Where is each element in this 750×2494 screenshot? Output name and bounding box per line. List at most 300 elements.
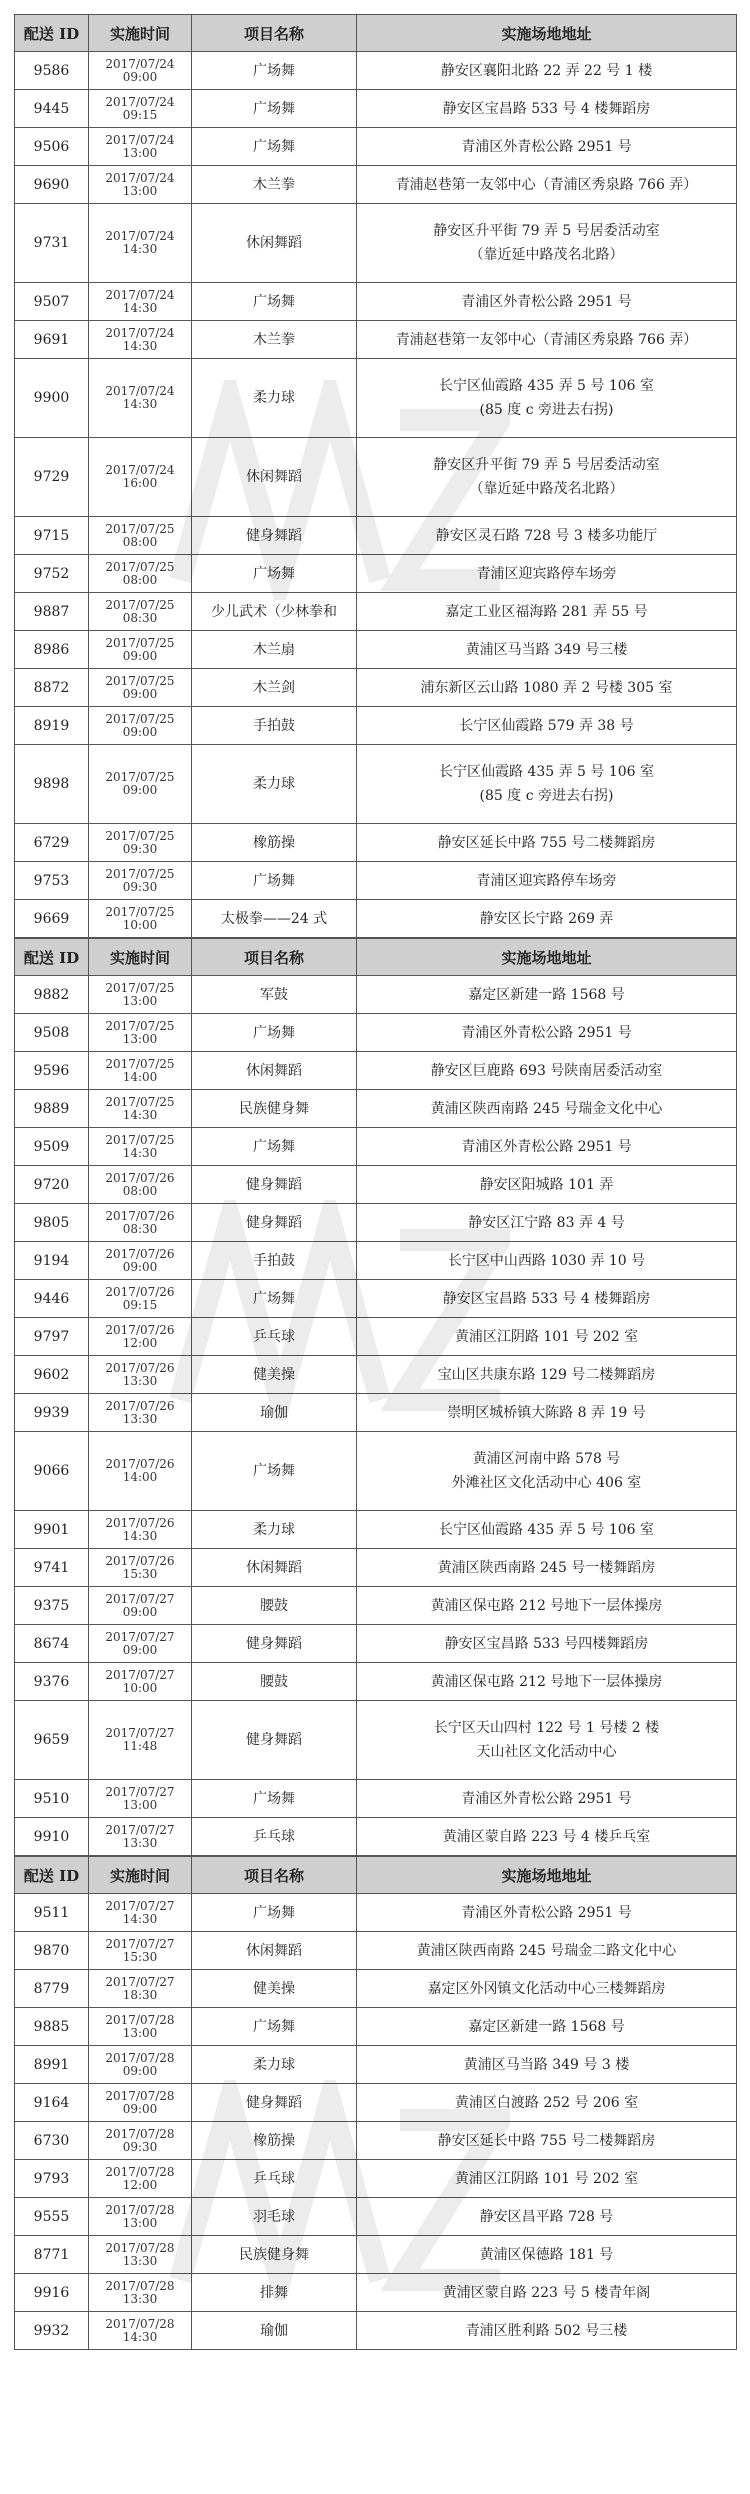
delivery-id: 9752	[15, 555, 89, 593]
project-name: 健身舞蹈	[192, 2084, 357, 2122]
address-line: 嘉定区新建一路 1568 号	[468, 986, 625, 1003]
schedule-time: 2017/07/24 13:00	[89, 166, 192, 204]
venue-address	[357, 2084, 737, 2122]
table-row	[15, 321, 737, 359]
address-line: 黄浦区保德路 181 号	[479, 2246, 614, 2263]
address-line: 黄浦区陕西南路 245 号一楼舞蹈房	[437, 1559, 656, 1576]
project-name: 橡筋操	[192, 824, 357, 862]
schedule-time: 2017/07/25 09:00	[89, 707, 192, 745]
address-line: 青浦区迎宾路停车场旁	[476, 565, 617, 582]
address-line: 静安区宝昌路 533 号 4 楼舞蹈房	[442, 100, 651, 117]
schedule-time: 2017/07/25 08:30	[89, 593, 192, 631]
address-line: 天山社区文化活动中心	[476, 1744, 617, 1760]
table-row	[15, 128, 737, 166]
address-line: 静安区宝昌路 533 号四楼舞蹈房	[444, 1635, 649, 1652]
address-line: 黄浦区陕西南路 245 号瑞金文化中心	[430, 1100, 663, 1117]
delivery-id: 6729	[15, 824, 89, 862]
delivery-id: 9715	[15, 517, 89, 555]
delivery-id: 8674	[15, 1625, 89, 1663]
schedule-table	[14, 938, 737, 1856]
schedule-time: 2017/07/28 09:00	[89, 2046, 192, 2084]
project-name: 健身舞蹈	[192, 1204, 357, 1242]
schedule-time: 2017/07/26 14:00	[89, 1432, 192, 1511]
table-row	[15, 555, 737, 593]
delivery-id: 9507	[15, 283, 89, 321]
table-row	[15, 90, 737, 128]
schedule-time: 2017/07/26 12:00	[89, 1318, 192, 1356]
table-row	[15, 359, 737, 438]
project-name: 乒乓球	[192, 1818, 357, 1856]
delivery-id: 9885	[15, 2008, 89, 2046]
venue-address	[357, 593, 737, 631]
table-row	[15, 1204, 737, 1242]
delivery-id: 9555	[15, 2198, 89, 2236]
schedule-time: 2017/07/28 13:00	[89, 2008, 192, 2046]
venue-address	[357, 631, 737, 669]
venue-address	[357, 2008, 737, 2046]
address-line: 青浦赵巷第一友邻中心（青浦区秀泉路 766 弄）	[395, 331, 698, 348]
address-line: 静安区阳城路 101 弄	[479, 1176, 614, 1193]
project-name: 广场舞	[192, 862, 357, 900]
address-line: 静安区升平街 79 弄 5 号居委活动室	[433, 223, 660, 239]
table-row	[15, 2274, 737, 2312]
address-line: 青浦区外青松公路 2951 号	[461, 1138, 632, 1155]
address-line: 青浦区外青松公路 2951 号	[461, 293, 632, 310]
column-header: 实施时间	[89, 15, 192, 52]
table-row	[15, 1090, 737, 1128]
delivery-id: 9898	[15, 745, 89, 824]
delivery-id: 9720	[15, 1166, 89, 1204]
delivery-id: 9910	[15, 1818, 89, 1856]
address-line: 长宁区天山四村 122 号 1 号楼 2 楼	[433, 1720, 660, 1736]
address-line: (85 度 c 旁进去右拐)	[479, 402, 614, 418]
delivery-id: 9797	[15, 1318, 89, 1356]
venue-address	[357, 1432, 737, 1511]
venue-address	[357, 745, 737, 824]
schedule-time: 2017/07/24 16:00	[89, 438, 192, 517]
project-name: 柔力球	[192, 745, 357, 824]
table-row	[15, 593, 737, 631]
project-name: 柔力球	[192, 1511, 357, 1549]
table-row	[15, 2008, 737, 2046]
schedule-time: 2017/07/24 09:00	[89, 52, 192, 90]
schedule-time: 2017/07/24 14:30	[89, 321, 192, 359]
project-name: 橡筋操	[192, 2122, 357, 2160]
delivery-id: 9731	[15, 204, 89, 283]
venue-address	[357, 321, 737, 359]
schedule-time: 2017/07/28 13:30	[89, 2236, 192, 2274]
delivery-id: 9870	[15, 1932, 89, 1970]
venue-address	[357, 128, 737, 166]
address-line: 青浦区外青松公路 2951 号	[461, 138, 632, 155]
schedule-time: 2017/07/28 13:30	[89, 2274, 192, 2312]
column-header: 项目名称	[192, 939, 357, 976]
schedule-time: 2017/07/26 08:30	[89, 1204, 192, 1242]
address-line: 嘉定工业区福海路 281 弄 55 号	[445, 603, 648, 620]
schedule-time: 2017/07/28 09:30	[89, 2122, 192, 2160]
address-line: 黄浦区河南中路 578 号	[472, 1451, 621, 1467]
table-row	[15, 1432, 737, 1511]
project-name: 瑜伽	[192, 2312, 357, 2350]
delivery-id: 9164	[15, 2084, 89, 2122]
venue-address	[357, 2236, 737, 2274]
column-header: 实施场地地址	[357, 939, 737, 976]
address-line: 长宁区仙霞路 435 弄 5 号 106 室	[438, 764, 655, 780]
project-name: 广场舞	[192, 1780, 357, 1818]
project-name: 广场舞	[192, 128, 357, 166]
delivery-id: 9659	[15, 1701, 89, 1780]
schedule-time: 2017/07/25 09:00	[89, 745, 192, 824]
delivery-id: 9887	[15, 593, 89, 631]
project-name: 太极拳——24 式	[192, 900, 357, 938]
table-header-row	[15, 15, 737, 52]
project-name: 乒乓球	[192, 2160, 357, 2198]
column-header: 项目名称	[192, 15, 357, 52]
schedule-time: 2017/07/24 14:30	[89, 283, 192, 321]
table-row	[15, 1511, 737, 1549]
table-row	[15, 1014, 737, 1052]
address-line: 黄浦区蒙自路 223 号 5 楼青年阁	[442, 2284, 651, 2301]
delivery-id: 9509	[15, 1128, 89, 1166]
schedule-time: 2017/07/27 15:30	[89, 1932, 192, 1970]
table-row	[15, 1701, 737, 1780]
table-header-row	[15, 939, 737, 976]
delivery-id: 9741	[15, 1549, 89, 1587]
address-line: 嘉定区外冈镇文化活动中心三楼舞蹈房	[427, 1980, 666, 1997]
venue-address	[357, 555, 737, 593]
delivery-id: 9586	[15, 52, 89, 90]
table-row	[15, 745, 737, 824]
delivery-id: 9511	[15, 1894, 89, 1932]
venue-address	[357, 1052, 737, 1090]
delivery-id: 9729	[15, 438, 89, 517]
delivery-id: 9669	[15, 900, 89, 938]
delivery-id: 8991	[15, 2046, 89, 2084]
project-name: 木兰剑	[192, 669, 357, 707]
address-line: 青浦赵巷第一友邻中心（青浦区秀泉路 766 弄）	[395, 176, 698, 193]
schedule-time: 2017/07/27 14:30	[89, 1894, 192, 1932]
address-line: 长宁区仙霞路 435 弄 5 号 106 室	[438, 1521, 655, 1538]
address-line: 静安区江宁路 83 弄 4 号	[468, 1214, 625, 1231]
delivery-id: 9506	[15, 128, 89, 166]
delivery-id: 9932	[15, 2312, 89, 2350]
venue-address	[357, 1625, 737, 1663]
schedule-time: 2017/07/24 14:30	[89, 359, 192, 438]
address-line: 静安区宝昌路 533 号 4 楼舞蹈房	[442, 1290, 651, 1307]
table-row	[15, 976, 737, 1014]
address-line: (85 度 c 旁进去右拐)	[479, 788, 614, 804]
schedule-time: 2017/07/25 08:00	[89, 555, 192, 593]
address-line: 静安区襄阳北路 22 弄 22 号 1 楼	[440, 62, 653, 79]
address-line: 浦东新区云山路 1080 弄 2 号楼 305 室	[420, 679, 673, 696]
schedule-time: 2017/07/24 09:15	[89, 90, 192, 128]
venue-address	[357, 2046, 737, 2084]
delivery-id: 9066	[15, 1432, 89, 1511]
address-line: 静安区长宁路 269 弄	[479, 910, 614, 927]
delivery-id: 9901	[15, 1511, 89, 1549]
table-row	[15, 1818, 737, 1856]
table-row	[15, 204, 737, 283]
table-row	[15, 2084, 737, 2122]
address-line: 黄浦区保屯路 212 号地下一层体操房	[430, 1673, 663, 1690]
project-name: 广场舞	[192, 1014, 357, 1052]
address-line: 静安区升平街 79 弄 5 号居委活动室	[433, 457, 660, 473]
schedule-time: 2017/07/28 13:00	[89, 2198, 192, 2236]
table-row	[15, 669, 737, 707]
delivery-id: 9889	[15, 1090, 89, 1128]
venue-address	[357, 707, 737, 745]
project-name: 排舞	[192, 2274, 357, 2312]
venue-address	[357, 2274, 737, 2312]
table-row	[15, 283, 737, 321]
venue-address	[357, 1014, 737, 1052]
schedule-table	[14, 14, 737, 938]
address-line: 长宁区仙霞路 579 弄 38 号	[459, 717, 634, 734]
table-row	[15, 2160, 737, 2198]
delivery-id: 8779	[15, 1970, 89, 2008]
project-name: 民族健身舞	[192, 2236, 357, 2274]
address-line: 静安区延长中路 755 号二楼舞蹈房	[437, 834, 656, 851]
delivery-id: 9602	[15, 1356, 89, 1394]
delivery-id: 9510	[15, 1780, 89, 1818]
venue-address	[357, 1280, 737, 1318]
schedule-time: 2017/07/27 11:48	[89, 1701, 192, 1780]
schedule-time: 2017/07/25 09:00	[89, 631, 192, 669]
project-name: 休闲舞蹈	[192, 1052, 357, 1090]
venue-address	[357, 1356, 737, 1394]
venue-address	[357, 1701, 737, 1780]
table-row	[15, 517, 737, 555]
table-row	[15, 824, 737, 862]
schedule-document	[14, 14, 736, 2350]
table-row	[15, 2122, 737, 2160]
address-line: 青浦区迎宾路停车场旁	[476, 872, 617, 889]
delivery-id: 9939	[15, 1394, 89, 1432]
venue-address	[357, 517, 737, 555]
schedule-time: 2017/07/25 13:00	[89, 1014, 192, 1052]
project-name: 腰鼓	[192, 1587, 357, 1625]
column-header: 实施时间	[89, 1857, 192, 1894]
schedule-time: 2017/07/27 13:30	[89, 1818, 192, 1856]
project-name: 柔力球	[192, 359, 357, 438]
venue-address	[357, 1128, 737, 1166]
schedule-time: 2017/07/26 09:15	[89, 1280, 192, 1318]
venue-address	[357, 900, 737, 938]
venue-address	[357, 283, 737, 321]
address-line: 黄浦区江阴路 101 号 202 室	[454, 2170, 639, 2187]
table-row	[15, 1587, 737, 1625]
schedule-time: 2017/07/25 09:00	[89, 669, 192, 707]
project-name: 健身舞蹈	[192, 1701, 357, 1780]
schedule-time: 2017/07/25 13:00	[89, 976, 192, 1014]
schedule-time: 2017/07/27 09:00	[89, 1587, 192, 1625]
schedule-time: 2017/07/25 09:30	[89, 862, 192, 900]
schedule-time: 2017/07/27 09:00	[89, 1625, 192, 1663]
delivery-id: 9900	[15, 359, 89, 438]
delivery-id: 9916	[15, 2274, 89, 2312]
project-name: 乒乓球	[192, 1318, 357, 1356]
schedule-time: 2017/07/25 14:00	[89, 1052, 192, 1090]
project-name: 广场舞	[192, 2008, 357, 2046]
delivery-id: 9446	[15, 1280, 89, 1318]
delivery-id: 9194	[15, 1242, 89, 1280]
project-name: 健身舞蹈	[192, 1625, 357, 1663]
project-name: 休闲舞蹈	[192, 438, 357, 517]
venue-address	[357, 1242, 737, 1280]
project-name: 木兰扇	[192, 631, 357, 669]
column-header: 项目名称	[192, 1857, 357, 1894]
project-name: 健美操	[192, 1356, 357, 1394]
schedule-time: 2017/07/25 14:30	[89, 1090, 192, 1128]
schedule-time: 2017/07/28 12:00	[89, 2160, 192, 2198]
delivery-id: 9596	[15, 1052, 89, 1090]
delivery-id: 6730	[15, 2122, 89, 2160]
address-line: 静安区巨鹿路 693 号陕南居委活动室	[430, 1062, 663, 1079]
project-name: 广场舞	[192, 52, 357, 90]
delivery-id: 9753	[15, 862, 89, 900]
project-name: 木兰拳	[192, 321, 357, 359]
table-row	[15, 1663, 737, 1701]
address-line: 黄浦区马当路 349 号 3 楼	[463, 2056, 630, 2073]
address-line: 黄浦区马当路 349 号三楼	[465, 641, 628, 658]
project-name: 广场舞	[192, 555, 357, 593]
venue-address	[357, 2122, 737, 2160]
venue-address	[357, 438, 737, 517]
project-name: 广场舞	[192, 1128, 357, 1166]
project-name: 手拍鼓	[192, 707, 357, 745]
delivery-id: 9508	[15, 1014, 89, 1052]
delivery-id: 9805	[15, 1204, 89, 1242]
table-row	[15, 2236, 737, 2274]
schedule-time: 2017/07/26 13:30	[89, 1394, 192, 1432]
column-header: 实施时间	[89, 939, 192, 976]
venue-address	[357, 862, 737, 900]
venue-address	[357, 1511, 737, 1549]
table-row	[15, 1394, 737, 1432]
venue-address	[357, 1318, 737, 1356]
address-line: 外滩社区文化活动中心 406 室	[451, 1475, 642, 1491]
schedule-time: 2017/07/24 14:30	[89, 204, 192, 283]
address-line: 宝山区共康东路 129 号二楼舞蹈房	[437, 1366, 656, 1383]
venue-address	[357, 1663, 737, 1701]
schedule-time: 2017/07/27 18:30	[89, 1970, 192, 2008]
table-row	[15, 1166, 737, 1204]
schedule-time: 2017/07/24 13:00	[89, 128, 192, 166]
table-row	[15, 1280, 737, 1318]
address-line: 崇明区城桥镇大陈路 8 弄 19 号	[447, 1404, 646, 1421]
address-line: （靠近延中路茂名北路）	[469, 247, 624, 263]
project-name: 瑜伽	[192, 1394, 357, 1432]
schedule-time: 2017/07/28 09:00	[89, 2084, 192, 2122]
venue-address	[357, 2312, 737, 2350]
address-line: （靠近延中路茂名北路）	[469, 481, 624, 497]
project-name: 广场舞	[192, 1894, 357, 1932]
project-name: 休闲舞蹈	[192, 1932, 357, 1970]
address-line: 黄浦区蒙自路 223 号 4 楼乒乓室	[442, 1828, 651, 1845]
delivery-id: 9691	[15, 321, 89, 359]
table-row	[15, 900, 737, 938]
delivery-id: 9793	[15, 2160, 89, 2198]
address-line: 黄浦区保屯路 212 号地下一层体操房	[430, 1597, 663, 1614]
address-line: 长宁区仙霞路 435 弄 5 号 106 室	[438, 378, 655, 394]
address-line: 静安区昌平路 728 号	[479, 2208, 614, 2225]
venue-address	[357, 1818, 737, 1856]
address-line: 长宁区中山西路 1030 弄 10 号	[447, 1252, 646, 1269]
project-name: 休闲舞蹈	[192, 1549, 357, 1587]
venue-address	[357, 166, 737, 204]
project-name: 腰鼓	[192, 1663, 357, 1701]
project-name: 广场舞	[192, 1280, 357, 1318]
table-row	[15, 1780, 737, 1818]
venue-address	[357, 204, 737, 283]
venue-address	[357, 669, 737, 707]
schedule-table	[14, 1856, 737, 2350]
schedule-time: 2017/07/26 09:00	[89, 1242, 192, 1280]
column-header: 实施场地地址	[357, 15, 737, 52]
table-row	[15, 707, 737, 745]
venue-address	[357, 1970, 737, 2008]
address-line: 静安区灵石路 728 号 3 楼多功能厅	[435, 527, 658, 544]
table-row	[15, 52, 737, 90]
address-line: 嘉定区新建一路 1568 号	[468, 2018, 625, 2035]
venue-address	[357, 2198, 737, 2236]
table-row	[15, 631, 737, 669]
table-row	[15, 1128, 737, 1166]
venue-address	[357, 1394, 737, 1432]
column-header: 配送 ID	[15, 939, 89, 976]
schedule-time: 2017/07/27 13:00	[89, 1780, 192, 1818]
project-name: 木兰拳	[192, 166, 357, 204]
venue-address	[357, 1587, 737, 1625]
table-row	[15, 1318, 737, 1356]
venue-address	[357, 976, 737, 1014]
delivery-id: 9690	[15, 166, 89, 204]
address-line: 黄浦区江阴路 101 号 202 室	[454, 1328, 639, 1345]
venue-address	[357, 1549, 737, 1587]
address-line: 青浦区胜利路 502 号三楼	[465, 2322, 628, 2339]
address-line: 青浦区外青松公路 2951 号	[461, 1790, 632, 1807]
delivery-id: 8986	[15, 631, 89, 669]
project-name: 民族健身舞	[192, 1090, 357, 1128]
table-row	[15, 1242, 737, 1280]
table-row	[15, 862, 737, 900]
venue-address	[357, 52, 737, 90]
delivery-id: 8872	[15, 669, 89, 707]
venue-address	[357, 1780, 737, 1818]
table-row	[15, 1932, 737, 1970]
venue-address	[357, 2160, 737, 2198]
schedule-time: 2017/07/26 14:30	[89, 1511, 192, 1549]
delivery-id: 9376	[15, 1663, 89, 1701]
venue-address	[357, 1894, 737, 1932]
table-row	[15, 2312, 737, 2350]
project-name: 广场舞	[192, 1432, 357, 1511]
project-name: 健美操	[192, 1970, 357, 2008]
delivery-id: 9445	[15, 90, 89, 128]
schedule-time: 2017/07/25 08:00	[89, 517, 192, 555]
project-name: 广场舞	[192, 90, 357, 128]
table-row	[15, 1549, 737, 1587]
table-row	[15, 438, 737, 517]
address-line: 静安区延长中路 755 号二楼舞蹈房	[437, 2132, 656, 2149]
venue-address	[357, 1090, 737, 1128]
project-name: 手拍鼓	[192, 1242, 357, 1280]
schedule-time: 2017/07/26 15:30	[89, 1549, 192, 1587]
venue-address	[357, 1204, 737, 1242]
schedule-time: 2017/07/26 08:00	[89, 1166, 192, 1204]
table-row	[15, 1894, 737, 1932]
venue-address	[357, 359, 737, 438]
